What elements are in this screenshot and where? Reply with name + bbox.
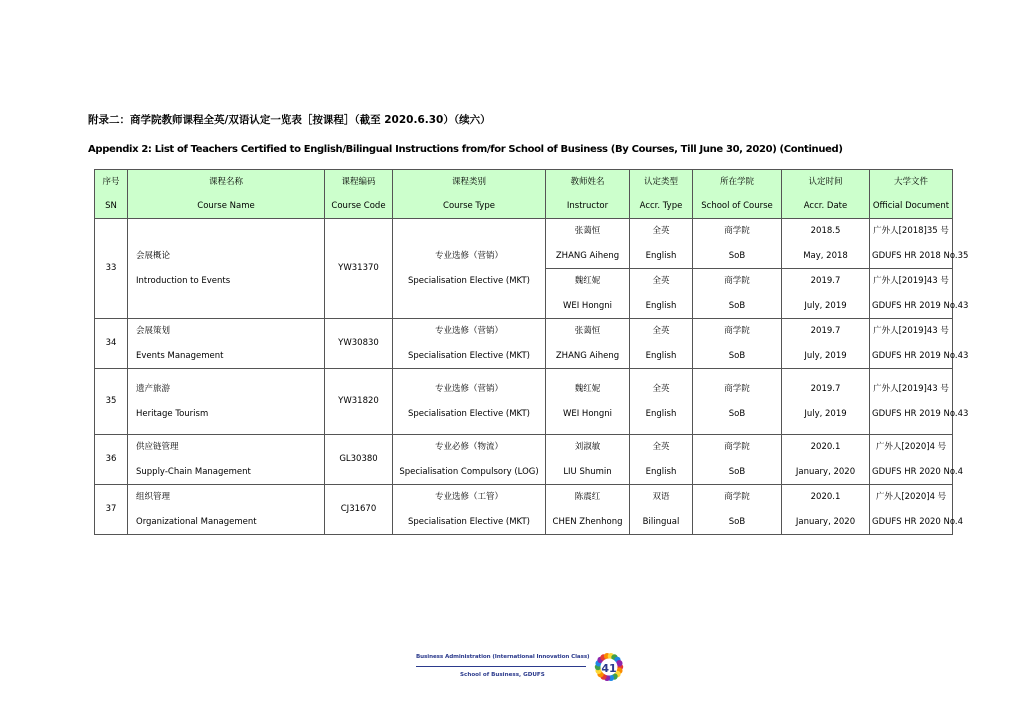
cell-course-type: 专业选修（营销） Specialisation Elective (MKT) xyxy=(393,219,546,319)
cell-official-document: 广外人[2019]43 号 GDUFS HR 2019 No.43 xyxy=(870,369,953,435)
cell-course-name: 组织管理 Organizational Management xyxy=(128,485,325,535)
table-row xyxy=(95,485,953,535)
header-accr-type: 认定类型 Accr. Type xyxy=(630,170,693,219)
cell-course-type: 专业选修（营销） Specialisation Elective (MKT) xyxy=(393,369,546,435)
cell-official-document: 广外人[2020]4 号 GDUFS HR 2020 No.4 xyxy=(870,435,953,485)
cell-accr-date: 2019.7 July, 2019 xyxy=(782,319,870,369)
cell-instructor: 魏红妮 WEI Hongni xyxy=(546,369,630,435)
cell-school: 商学院 SoB xyxy=(693,219,782,269)
cell-sn: 36 xyxy=(95,435,128,485)
cell-school: 商学院 SoB xyxy=(693,485,782,535)
cell-instructor: 陈震红 CHEN Zhenhong xyxy=(546,485,630,535)
cell-course-name: 供应链管理 Supply-Chain Management xyxy=(128,435,325,485)
cell-instructor: 刘淑敏 LIU Shumin xyxy=(546,435,630,485)
cell-instructor: 张蔼恒 ZHANG Aiheng xyxy=(546,319,630,369)
cell-accr-type: 双语 Bilingual xyxy=(630,485,693,535)
table-row xyxy=(95,435,953,485)
certification-table xyxy=(94,169,969,535)
header-official-document: 大学文件 Official Document xyxy=(870,170,953,219)
table-row xyxy=(95,369,953,435)
cell-accr-date: 2019.7 July, 2019 xyxy=(782,369,870,435)
cell-accr-date: 2020.1 January, 2020 xyxy=(782,435,870,485)
cell-school: 商学院 SoB xyxy=(693,435,782,485)
footer-logo xyxy=(416,652,626,686)
header-school: 所在学院 School of Course xyxy=(693,170,782,219)
header-accr-date: 认定时间 Accr. Date xyxy=(782,170,870,219)
cell-course-code: YW31820 xyxy=(325,369,393,435)
cell-course-code: GL30380 xyxy=(325,435,393,485)
cell-accr-date: 2019.7 July, 2019 xyxy=(782,269,870,319)
footer-program-name: Business Administration (International Innovation Class) xyxy=(416,654,590,660)
page-number: 41 xyxy=(601,662,617,675)
page-title-en: Appendix 2: List of Teachers Certified to English/Bilingual Instructions from/for School of Business (By Courses, Till June 30, 2020) (Continued) xyxy=(88,144,843,155)
cell-official-document: 广外人[2020]4 号 GDUFS HR 2020 No.4 xyxy=(870,485,953,535)
header-instructor: 教师姓名 Instructor xyxy=(546,170,630,219)
cell-course-type: 专业选修（工管） Specialisation Elective (MKT) xyxy=(393,485,546,535)
cell-official-document: 广外人[2019]43 号 GDUFS HR 2019 No.43 xyxy=(870,269,953,319)
table-header-row xyxy=(95,170,953,219)
header-sn: 序号 SN xyxy=(95,170,128,219)
table-row xyxy=(95,219,953,269)
cell-instructor: 魏红妮 WEI Hongni xyxy=(546,269,630,319)
cell-official-document: 广外人[2019]43 号 GDUFS HR 2019 No.43 xyxy=(870,319,953,369)
cell-accr-type: 全英 English xyxy=(630,219,693,269)
cell-course-name: 会展策划 Events Management xyxy=(128,319,325,369)
cell-school: 商学院 SoB xyxy=(693,319,782,369)
header-course-name: 课程名称 Course Name xyxy=(128,170,325,219)
cell-instructor: 张蔼恒 ZHANG Aiheng xyxy=(546,219,630,269)
cell-school: 商学院 SoB xyxy=(693,269,782,319)
cell-accr-type: 全英 English xyxy=(630,319,693,369)
cell-course-type: 专业选修（营销） Specialisation Elective (MKT) xyxy=(393,319,546,369)
table-row xyxy=(95,319,953,369)
cell-sn: 35 xyxy=(95,369,128,435)
cell-course-name: 会展概论 Introduction to Events xyxy=(128,219,325,319)
cell-course-type: 专业必修（物流） Specialisation Compulsory (LOG) xyxy=(393,435,546,485)
cell-course-name: 遗产旅游 Heritage Tourism xyxy=(128,369,325,435)
cell-accr-type: 全英 English xyxy=(630,369,693,435)
cell-sn: 34 xyxy=(95,319,128,369)
cell-school: 商学院 SoB xyxy=(693,369,782,435)
header-course-type: 课程类别 Course Type xyxy=(393,170,546,219)
footer-divider xyxy=(416,666,586,667)
cell-accr-type: 全英 English xyxy=(630,435,693,485)
cell-accr-date: 2020.1 January, 2020 xyxy=(782,485,870,535)
cell-accr-type: 全英 English xyxy=(630,269,693,319)
cell-course-code: CJ31670 xyxy=(325,485,393,535)
page-title-cn: 附录二：商学院教师课程全英/双语认定一览表［按课程］（截至 2020.6.30）（续六） xyxy=(88,114,491,126)
cell-sn: 33 xyxy=(95,219,128,319)
cell-course-code: YW31370 xyxy=(325,219,393,319)
cell-course-code: YW30830 xyxy=(325,319,393,369)
header-course-code: 课程编码 Course Code xyxy=(325,170,393,219)
cell-accr-date: 2018.5 May, 2018 xyxy=(782,219,870,269)
footer-school-name: School of Business, GDUFS xyxy=(460,672,545,678)
cell-official-document: 广外人[2018]35 号 GDUFS HR 2018 No.35 xyxy=(870,219,953,269)
cell-sn: 37 xyxy=(95,485,128,535)
